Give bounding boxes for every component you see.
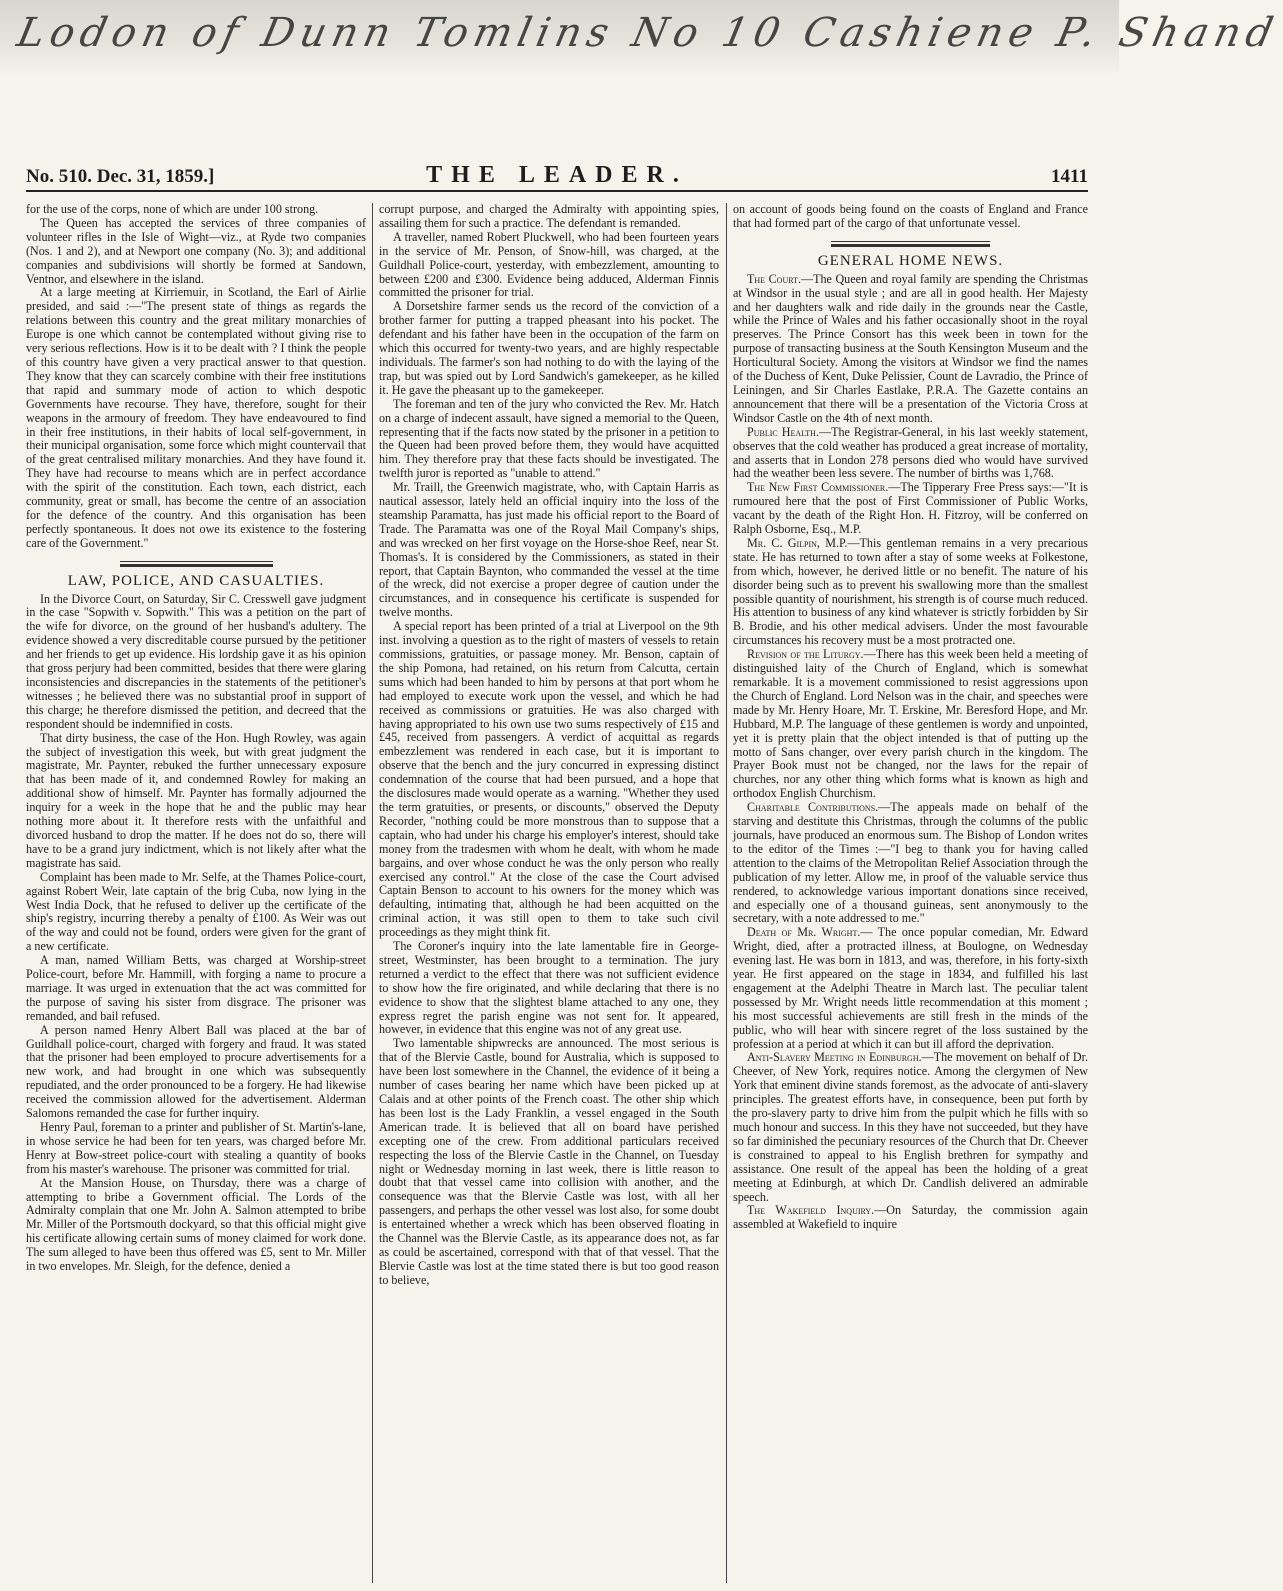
- item-lead: Revision of the Liturgy.: [747, 647, 864, 662]
- paragraph: A man, named William Betts, was charged at Worship-street Police-court, before Mr. Hammill, with forging a name to procure a marriage. It was urged in extenuation that the act was committed for the purpose of saving his sister from disgrace. The prisoner was remanded, and bail refused.: [26, 953, 366, 1023]
- paragraph: At a large meeting at Kirriemuir, in Scotland, the Earl of Airlie presided, and said :—"The present state of things as regards the relations between this country and the great military monarchies of Europe is one which cannot be contemplated without giving rise to very serious reflections. How is it to be dealt with ? I think the people of this country have given a very practical answer to that question. They know that they can scarcely combine with their free institutions that rapid and summary mode of action to which despotic Governments have recourse. They have, therefore, sought for their weapons in the armoury of freedom. They have endeavoured to find in their free institutions, in their habits of local self-government, in their municipal organisation, some force which might countervail that of the great centralised military monarchies. And they have found it. They have had recourse to means which are in perfect accordance with the spirit of the constitution. Each town, each district, each community, great or small, has become the centre of an association for the defence of the country. And this organisation has been perfectly spontaneous. It does not owe its existence to the fostering care of the Government.": [26, 285, 366, 550]
- paragraph: The Coroner's inquiry into the late lamentable fire in George-street, Westminster, has been brought to a termination. The jury returned a verdict to the effect that there was not sufficient evidence to show how the fire originated, and while declaring that there is no evidence to show that the slightest blame attached to any one, they express regret the parish engine was not sent for. It appeared, however, in evidence that this engine was not of any great use.: [379, 939, 719, 1037]
- news-item-liturgy: Revision of the Liturgy.—There has this week been held a meeting of distinguished laity of the Church of England, which is somewhat remarkable. It is a movement commissioned to resist aggressions upon the Church of England. Lord Nelson was in the chair, and speeches were made by Mr. Henry Hoare, Mr. T. Erskine, Mr. Beresford Hope, and Mr. Hubbard, M.P. The language of these gentlemen is wordy and unpointed, yet it is pretty plain that the object intended is that of putting up the motto of Sans changer, over every parish church in the kingdom. The Prayer Book must not be changed, nor the laws for the repair of churches, nor any other thing which forms what is known as high and orthodox English Churchism.: [733, 647, 1089, 801]
- column-1: [26, 203, 366, 1583]
- handwritten-note: Lodon of Dunn Tomlins No 10 Cashiene P. Shand: [13, 10, 1283, 56]
- paragraph: for the use of the corps, none of which are under 100 strong.: [26, 202, 319, 216]
- paragraph: At the Mansion House, on Thursday, there was a charge of attempting to bribe a Government official. The Lords of the Admiralty complain that one Mr. John A. Salmon attempted to bribe Mr. Miller of the Portsmouth dockyard, so that this official might give his certificate allowing certain sums of money claimed for work done. The sum alleged to have been thus offered was £5, sent to Mr. Miller in two envelopes. Mr. Sleigh, for the defence, denied a: [26, 1175, 366, 1274]
- paragraph: The foreman and ten of the jury who convicted the Rev. Mr. Hatch on a charge of indecent assault, have signed a memorial to the Queen, representing that if the facts now stated by the prisoner in a petition to the Queen had been proved before them, they would have acquitted him. They therefore pray that these facts should be investigated. The twelfth juror is reported as "unable to attend.": [379, 396, 719, 481]
- column-rule-1: [372, 203, 373, 1583]
- item-lead: Death of Mr. Wright.: [747, 925, 861, 940]
- item-lead: Charitable Contributions.: [747, 800, 879, 815]
- news-item-court: The Court.—The Queen and royal family are spending the Christmas at Windsor in the usual style ; and are all in good health. Her Majesty and her daughters walk and ride daily in the grounds near the Castle, while the Prince of Wales and his father occasionally shoot in the royal preserves. The Prince Consort has this week been in town for the purpose of transacting business at the South Kensington Museum and the Horticultural Society. Among the visitors at Windsor we find the names of the Duchess of Kent, Duke Pelissier, Count de Lavradio, the Prince of Leiningen, and Sir Charles Eastlake, P.R.A. The Gazette contains an announcement that there will be a presentation of the Victoria Cross at Windsor Castle on the 4th of next month.: [733, 271, 1089, 425]
- news-item-public-health: Public Health.—The Registrar-General, in his last weekly statement, observes that the cold weather has produced a great increase of mortality, and asserts that in London 278 persons died who would have survived had the weather been less severe. The number of births was 1,768.: [733, 424, 1088, 481]
- paragraph: Complaint has been made to Mr. Selfe, at the Thames Police-court, against Robert Weir, late captain of the brig Cuba, now lying in the West India Dock, that he refused to deliver up the certificate of the ship's registry, incurring thereby a penalty of £100. As Weir was out of the way and could not be found, orders were given for the grant of a new certificate.: [26, 869, 366, 954]
- news-item-charity: Charitable Contributions.—The appeals made on behalf of the starving and destitute this Christmas, through the columns of the public journals, have produced an enormous sum. The Bishop of London writes to the editor of the Times :—"I beg to thank you for having called attention to the claims of the Metropolitan Relief Association through the publication of my letter. Allow me, in proof of the valuable service thus rendered, to acknowledge various important donations since received, and especially one of a thousand guineas, sent anonymously to the secretary, with a note addressed to me.": [733, 800, 1088, 926]
- news-item-first-commissioner: The New First Commissioner.—The Tipperary Free Press says:—"It is rumoured here that the post of First Commissioner of Public Works, vacant by the death of the Right Hon. H. Fitzroy, will be conferred on Ralph Osborne, Esq., M.P.: [733, 480, 1089, 537]
- paragraph: Two lamentable shipwrecks are announced. The most serious is that of the Blervie Castle, bound for Australia, which is supposed to have been lost somewhere in the Channel, the evidence of it being a number of cases bearing her name which have been picked up at Calais and at other points of the French coast. The other ship which has been lost is the Lady Franklin, a vessel engaged in the South American trade. It is believed that all on board have perished excepting one of the crew. From additional particulars received respecting the loss of the Blervie Castle in the Channel, on Tuesday night or Wednesday morning in last week, there is little reason to doubt that that vessel came into collision with another, and the consequence was that the Blervie Castle was lost, with all her passengers, and perhaps the other vessel was lost also, for some doubt is entertained whether a wreck which has been observed floating in the Channel was the Blervie Castle, as its appearance does not, as far as could be ascertained, correspond with that of that vessel. That the Blervie Castle was lost at the time stated there is but too good reason to believe,: [379, 1036, 719, 1287]
- section-divider: [120, 561, 273, 567]
- masthead: [26, 160, 1088, 192]
- paragraph: A person named Henry Albert Ball was placed at the bar of Guildhall police-court, charged with forgery and fraud. It was stated that the prisoner had been employed to procure advertisements for a new work, and had brought in one which was subsequently repudiated, and the order pronounced to be a forgery. He had likewise received the commission allowed for the advertisement. Alderman Salomons remanded the case for further inquiry.: [26, 1022, 366, 1121]
- paragraph: Henry Paul, foreman to a printer and publisher of St. Martin's-lane, in whose service he had been for ten years, was charged before Mr. Henry at Bow-street police-court with stealing a quantity of books from his master's warehouse. The prisoner was committed for trial.: [26, 1120, 366, 1176]
- paragraph: A special report has been printed of a trial at Liverpool on the 9th inst. involving a question as to the right of masters of vessels to retain commissions, gratuities, or passage money. Mr. Benson, captain of the ship Pomona, had retained, on his return from Calcutta, certain sums which had been handed to him by persons at that port whom he had employed to execute work upon the vessel, and which he had received as commissions or gratuities. He was also charged with having appropriated to his own use two sums respectively of £15 and £45, received from passengers. A verdict of acquittal as regards embezzlement was rendered in each case, but it is important to observe that the bench and the jury concurred in expressing distinct condemnation of the course that had been pursued, and a hope that the disclosures made would operate as a warning. "Whether they used the term gratuities, or presents, or discounts," observed the Deputy Recorder, "nothing could be more monstrous than to suppose that a captain, who had under his charge his employer's interest, should take money from the tradesmen with whom he dealt, with whom he made bargains, and over whose conduct he was the only person who really exercised any control." At the close of the case the Court advised Captain Benson to account to his owners for the money which was defaulting, intimating that, although he had been acquitted on the criminal action, it was still open to them to take such civil proceedings as they might think fit.: [379, 619, 719, 940]
- news-item-wakefield: The Wakefield Inquiry.—On Saturday, the commission again assembled at Wakefield to inquire: [733, 1203, 1088, 1232]
- paragraph: A traveller, named Robert Pluckwell, who had been fourteen years in the service of Mr. Penson, of Snow-hill, was charged, at the Guildhall Police-court, yesterday, with embezzlement, amounting to between £200 and £300. Evidence being adduced, Alderman Finnis committed the prisoner for trial.: [379, 229, 719, 300]
- item-lead: The Wakefield Inquiry.: [747, 1203, 875, 1218]
- handwritten-inscription: [0, 0, 1283, 75]
- column-3: [733, 203, 1088, 1583]
- item-lead: The Court.: [747, 271, 801, 286]
- paragraph: In the Divorce Court, on Saturday, Sir C. Cresswell gave judgment in the case "Sopwith v. Sopwith." This was a petition on the part of the wife for divorce, on the ground of her husband's adultery. The evidence showed a very discreditable course pursued by the petitioner and her friends to get up evidence. His lordship gave it as his opinion that gross perjury had been committed, besides that there were glaring inconsistencies and discrepancies in the statements of the petitioner's witnesses ; he believed there was no substantial proof in support of this charge; he therefore dismissed the petition, and decreed that the respondent should be indemnified in costs.: [26, 591, 366, 731]
- column-2: [379, 203, 719, 1583]
- news-item-wright: Death of Mr. Wright.— The once popular comedian, Mr. Edward Wright, died, after a protracted illness, at Boulogne, on Wednesday evening last. He was born in 1813, and was, therefore, in his forty-sixth year. He first appeared on the stage in 1834, and fulfilled his last engagement at the Adelphi Theatre in March last. The peculiar talent possessed by Mr. Wright needs little recommendation at this moment ; his most successful achievements are still fresh in the minds of the public, who will hear with sincere regret of the loss sustained by the profession at a period at which it can but ill afford the deprivation.: [733, 925, 1088, 1051]
- paragraph: corrupt purpose, and charged the Admiralty with appointing spies, assailing them for such a practice. The defendant is remanded.: [379, 202, 719, 230]
- news-item-anti-slavery: Anti-Slavery Meeting in Edinburgh.—The movement on behalf of Dr. Cheever, of New York, requires notice. Among the clergymen of New York that eminent divine stands foremost, as the advocate of anti-slavery principles. The greatest efforts have, in consequence, been put forth by the pro-slavery party to drive him from the pulpit which he fills with so much honour and success. In this they have not succeeded, but they have so far diminished the pecuniary resources of the Church that Dr. Cheever is constrained to appeal to his English brethren for sympathy and assistance. One result of the appeal has been the holding of a great meeting at Edinburgh, at which Dr. Candlish delivered an admirable speech.: [733, 1050, 1088, 1204]
- newspaper-title: THE LEADER.: [426, 162, 688, 188]
- paragraph: A Dorsetshire farmer sends us the record of the conviction of a brother farmer for putting a trapped pheasant into his pocket. The defendant and his father have been in the occupation of the farm on which this occurred for twenty-two years, and are highly respectable individuals. The farmer's son had nothing to do with the laying of the trap, but was spied out by Lord Sandwich's gamekeeper, as he killed it. He gave the pheasant up to the gamekeeper.: [379, 299, 719, 397]
- paragraph: on account of goods being found on the coasts of England and France that had formed part of the cargo of that unfortunate vessel.: [733, 202, 1088, 230]
- column-rule-2: [726, 203, 727, 1583]
- section-heading-law-police: LAW, POLICE, AND CASUALTIES.: [67, 572, 325, 589]
- paragraph: That dirty business, the case of the Hon. Hugh Rowley, was again the subject of investigation this week, but with great judgment the magistrate, Mr. Paynter, rebuked the further unnecessary exposure that has been made of it, and condemned Rowley for making an additional show of himself. Mr. Paynter has formally adjourned the inquiry for a week in the hope that he and the public may hear nothing more about it. It therefore rests with the unfaithful and divorced husband to drop the matter. If he does not do so, there will have to be a grand jury indictment, which is not likely after what the magistrate has said.: [26, 730, 366, 870]
- item-lead: Mr. C. Gilpin, M.P.: [747, 535, 848, 550]
- news-item-gilpin: Mr. C. Gilpin, M.P.—This gentleman remains in a very precarious state. He has returned to town after a stay of some weeks at Folkestone, from which, however, he derived little or no benefit. The nature of his disorder being such as to prevent his swallowing more than the smallest possible quantity of nourishment, his strength is of course much reduced. His attention to business of any kind whatever is strictly forbidden by Sir B. Brodie, and his other medical advisers. Under the most favourable circumstances his recovery must be a most protracted one.: [733, 535, 1088, 648]
- paragraph: Mr. Traill, the Greenwich magistrate, who, with Captain Harris as nautical assessor, lately held an official inquiry into the loss of the steamship Paramatta, has just made his official report to the Board of Trade. The Paramatta was one of the Royal Mail Company's ships, and was wrecked on her first voyage on the Horse-shoe Reef, near St. Thomas's. It is considered by the Commissioners, as stated in their report, that Captain Baynton, who commanded the vessel at the time of the wreck, did not exercise a proper degree of caution under the circumstances, and in consequence his certificate is suspended for twelve months.: [379, 480, 719, 620]
- section-heading-general-home-news: GENERAL HOME NEWS.: [817, 252, 1004, 269]
- item-lead: Public Health.: [747, 424, 819, 439]
- item-lead: Anti-Slavery Meeting in Edinburgh.: [747, 1050, 922, 1065]
- section-divider: [831, 241, 991, 247]
- issue-number-date: No. 510. Dec. 31, 1859.]: [26, 166, 215, 187]
- page-number: 1411: [1051, 166, 1088, 187]
- item-lead: The New First Commissioner.: [747, 480, 889, 495]
- paragraph: The Queen has accepted the services of three companies of volunteer rifles in the Isle of Wight—viz., at Ryde two companies (Nos. 1 and 2), and at Newport one company (No. 3); and additional companies and subdivisions will shortly be formed at Sandown, Ventnor, and elsewhere in the island.: [26, 215, 366, 286]
